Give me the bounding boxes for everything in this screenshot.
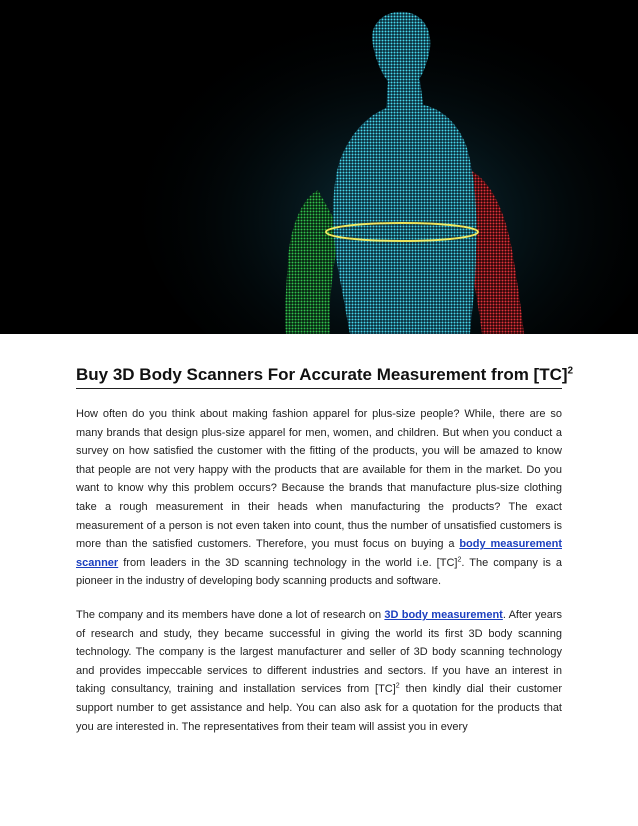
hero-image [0, 0, 638, 334]
3d-body-scan-image [0, 0, 638, 334]
paragraph-2: The company and its members have done a lot of research on 3D body measurement. After years of research and study, they became successful in giving the world its first 3D body scanning technology. The company is the largest manufacturer and seller of 3D body scanning technology and provides impeccable services to different industries and sectors. If you have an interest in taking consultancy, training and installation services from [TC]$^2$ then kindly dial their customer support number to get assistance and help. You can also ask for a quotation for the products that you are interested in. The representatives from their team will assist you in every [76, 609, 562, 733]
page-title: Buy 3D Body Scanners For Accurate Measurement from [TC]$^2$ [76, 364, 562, 389]
torso-scan [333, 104, 476, 334]
3d-body-measurement-link[interactable]: 3D body measurement [384, 609, 503, 621]
paragraph-1: How often do you think about making fashion apparel for plus-size people? While, there are so many brands that design plus-size apparel for men, women, and children. But when you conduct a survey on how satisfied the customer with the fitting of the products, you will be amazed to know that people are not very happy with the products that are available for them in the market. Do you want to know why this problem occurs? Because the brands that manufacture plus-size clothing take a rough measurement in their heads when manufacturing the products? The exact measurement of a person is not even taken into count, thus the number of unsatisfied customers is more than the satisfied customers. Therefore, you must focus on buying a body measurement scanner from leaders in the 3D scanning technology in the world i.e. [TC]$^2$. The company is a pioneer in the industry of developing body scanning products and software. [76, 408, 563, 588]
body-measurement-scanner-link[interactable]: body measurement scanner [76, 538, 562, 569]
